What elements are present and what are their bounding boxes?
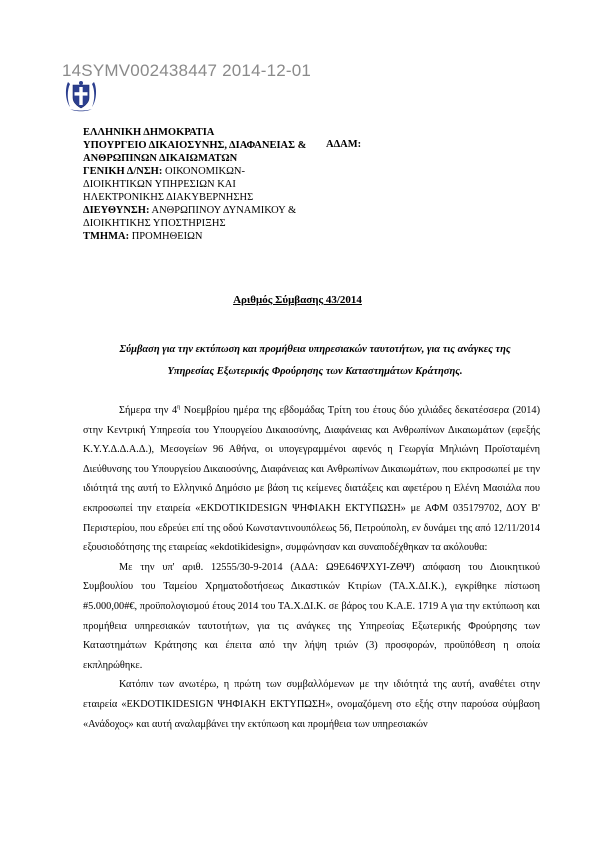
ordinal-suffix: η bbox=[177, 404, 181, 411]
greek-coat-of-arms-icon bbox=[63, 78, 99, 114]
subject-line-1: Σύμβαση για την εκτύπωση και προμήθεια υπηρεσιακών ταυτοτήτων, για τις ανάγκες της bbox=[119, 344, 511, 355]
subject-line-2: Υπηρεσίας Εξωτερικής Φρούρησης των Καταστημάτων Κράτησης. bbox=[167, 366, 463, 377]
header-line-country: ΕΛΛΗΝΙΚΗ ΔΗΜΟΚΡΑΤΙΑ bbox=[83, 127, 215, 138]
general-directorate-value-3: ΗΛΕΚΤΡΟΝΙΚΗΣ ΔΙΑΚΥΒΕΡΝΗΣΗΣ bbox=[83, 192, 254, 203]
paragraph-1-start: Σήμερα την 4 bbox=[119, 405, 178, 416]
general-directorate-value-2: ΔΙΟΙΚΗΤΙΚΩΝ ΥΠΗΡΕΣΙΩΝ ΚΑΙ bbox=[83, 179, 236, 190]
paragraph-1 bbox=[83, 401, 540, 558]
contract-subject bbox=[80, 339, 550, 383]
directorate-value: ΑΝΘΡΩΠΙΝΟΥ ΔΥΝΑΜΙΚΟΥ & bbox=[151, 205, 297, 216]
contract-number: Αριθμός Σύμβασης 43/2014 bbox=[233, 294, 362, 306]
department-label: ΤΜΗΜΑ: bbox=[83, 231, 130, 242]
general-directorate-label: ΓΕΝΙΚΗ Δ/ΝΣΗ: bbox=[83, 166, 163, 177]
header-line-ministry-cont: ΑΝΘΡΩΠΙΝΩΝ ΔΙΚΑΙΩΜΑΤΩΝ bbox=[83, 153, 238, 164]
paragraph-1-rest: Νοεμβρίου ημέρα της εβδομάδας Τρίτη του έτους δύο χιλιάδες δεκατέσσερα (2014) στην Κεντρική Υπηρεσία του Υπουργείου Δικαιοσύνης, Διαφάνειας και Ανθρωπίνων Δικαιωμάτων (εφεξής Κ.Υ.Υ.Δ.Δ.Α.Δ.), Μεσογείων 96 Αθήνα, οι υπογεγραμμένοι αφενός η Γεωργία Μηλιώνη Προϊσταμένη Διεύθυνσης του Υπουργείου Δικαιοσύνης, Διαφάνειας και Ανθρωπίνων Δικαιωμάτων, που εκπροσωπεί με την ιδιότητά της αυτή το Ελληνικό Δημόσιο με βάση τις κείμενες διατάξεις και αφετέρου η Ελένη Μασιάλα που εκπροσωπεί την εταιρεία «EKDOTIKIDESIGN ΨΗΦΙΑΚΗ ΕΚΤΥΠΩΣΗ» με ΑΦΜ 035179702, ΔΟΥ Β' Περιστερίου, που εδρεύει επί της οδού Κωνσταντινουπόλεως 56, Πετρούπολη, εν δυνάμει της από 12/11/2014 εξουσιοδότησης της εταιρείας «ekdotikidesign», συμφώνησαν και συναποδέχθηκαν τα ακόλουθα: bbox=[83, 405, 541, 554]
directorate-label: ΔΙΕΥΘΥΝΣΗ: bbox=[83, 205, 150, 216]
header-line-ministry: ΥΠΟΥΡΓΕΙΟ ΔΙΚΑΙΟΣΥΝΗΣ, ΔΙΑΦΑΝΕΙΑΣ & bbox=[83, 140, 307, 151]
paragraph-2: Με την υπ' αριθ. 12555/30-9-2014 (ΑΔΑ: Ω9Ε646ΨΧΥΙ-ΖΘΨ) απόφαση του Διοικητικού Συμβουλίου του Ταμείου Χρηματοδοτήσεως Δικαστικών Κτιρίων (ΤΑ.Χ.ΔΙ.Κ.), εγκρίθηκε πίστωση #5.000,00#€, προϋπολογισμού έτους 2014 του ΤΑ.Χ.ΔΙ.Κ. σε βάρος του Κ.Α.Ε. 1719 Α για την εκτύπωση και προμήθεια υπηρεσιακών ταυτοτήτων, για τις ανάγκες της Υπηρεσίας Εξωτερικής Φρούρησης των Καταστημάτων Κράτησης και έπειτα από την λήψη τριών (3) προσφορών, προϋπόθεση η οποία εκπληρώθηκε. bbox=[83, 561, 540, 671]
directorate-value-2: ΔΙΟΙΚΗΤΙΚΗΣ ΥΠΟΣΤΗΡΙΞΗΣ bbox=[83, 218, 226, 229]
paragraph-3: Κατόπιν των ανωτέρω, η πρώτη των συμβαλλόμενων με την ιδιότητά της αυτή, αναθέτει στην εταιρεία «EKDOTIKIDESIGN ΨΗΦΙΑΚΗ ΕΚΤΥΠΩΣΗ», ονομαζόμενη στο εξής στην παρούσα σύμβαση «Ανάδοχος» και αυτή αναλαμβάνει την εκτύπωση και προμήθεια των υπηρεσιακών bbox=[83, 679, 540, 730]
general-directorate-value: ΟΙΚΟΝΟΜΙΚΩΝ- bbox=[164, 166, 245, 177]
adam-label: ΑΔΑΜ: bbox=[326, 139, 362, 150]
department-value: ΠΡΟΜΗΘΕΙΩΝ bbox=[131, 231, 203, 242]
document-stamp: 14SYMV002438447 2014-12-01 bbox=[62, 61, 312, 80]
contract-body bbox=[83, 401, 540, 734]
